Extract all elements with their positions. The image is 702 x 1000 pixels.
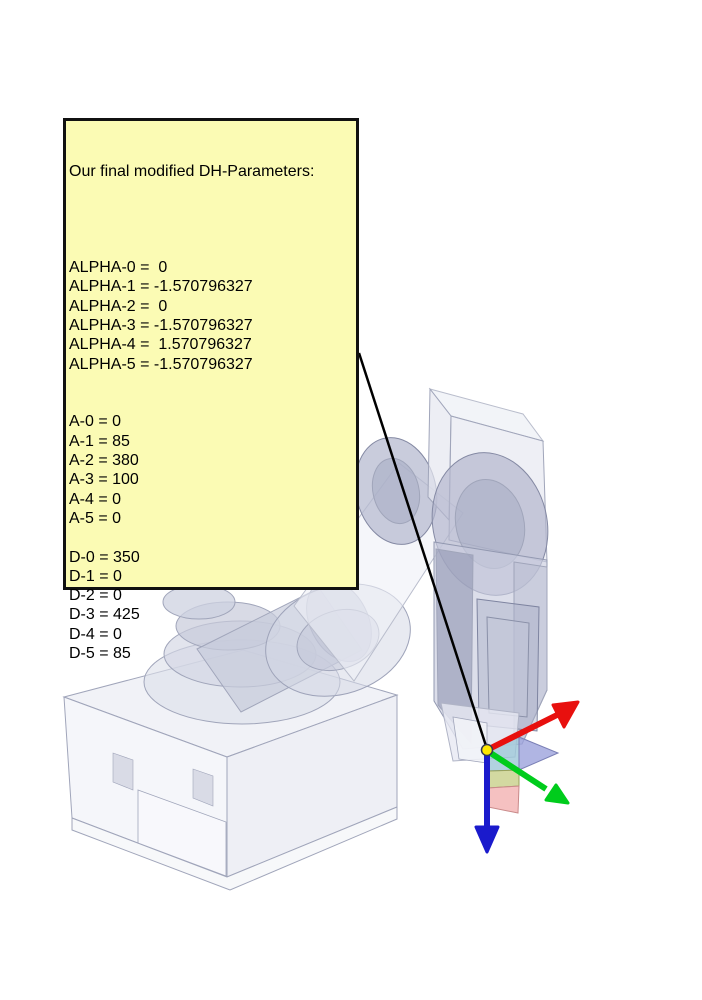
- annotation-title: Our final modified DH-Parameters:: [69, 162, 315, 180]
- dh-parameter-line: D-3 = 425: [69, 606, 140, 624]
- dh-parameter-line: A-1 = 85: [69, 432, 130, 450]
- triad-origin-marker: [482, 745, 493, 756]
- dh-parameter-line: ALPHA-2 = 0: [69, 297, 168, 315]
- plane-indicator-olive: [488, 770, 519, 788]
- dh-parameter-line: D-4 = 0: [69, 625, 122, 643]
- dh-parameter-line: [69, 239, 356, 258]
- dh-parameter-line: ALPHA-1 = -1.570796327: [69, 278, 253, 296]
- dh-parameter-line: D-1 = 0: [69, 567, 122, 585]
- dh-parameter-line: ALPHA-0 = 0: [69, 259, 168, 277]
- dh-parameter-line: A-5 = 0: [69, 509, 122, 527]
- plane-indicator-lavender: [519, 737, 558, 770]
- x-axis-head: [553, 702, 578, 727]
- dh-parameter-line: A-0 = 0: [69, 413, 122, 431]
- dh-parameter-line: ALPHA-3 = -1.570796327: [69, 316, 253, 334]
- dh-parameter-line: D-0 = 350: [69, 548, 140, 566]
- dh-parameter-line: A-3 = 100: [69, 471, 139, 489]
- forearm-window-inner: [487, 617, 529, 717]
- dh-parameter-line: D-5 = 85: [69, 645, 131, 663]
- dh-parameter-line: [69, 219, 356, 238]
- dh-parameter-list: [69, 219, 356, 663]
- plane-indicator-pink: [488, 786, 519, 813]
- dh-parameter-line: D-2 = 0: [69, 587, 122, 605]
- dh-parameter-line: [69, 374, 356, 393]
- dh-parameter-line: A-2 = 380: [69, 452, 139, 470]
- dh-parameter-line: A-4 = 0: [69, 490, 122, 508]
- dh-parameter-line: [69, 528, 356, 547]
- dh-parameters-annotation: [63, 118, 359, 663]
- dh-parameter-line: [69, 393, 356, 412]
- dh-parameter-line: ALPHA-4 = 1.570796327: [69, 336, 252, 354]
- dh-parameter-line: ALPHA-5 = -1.570796327: [69, 355, 253, 373]
- z-axis-head: [476, 827, 498, 852]
- y-axis-head: [546, 785, 568, 803]
